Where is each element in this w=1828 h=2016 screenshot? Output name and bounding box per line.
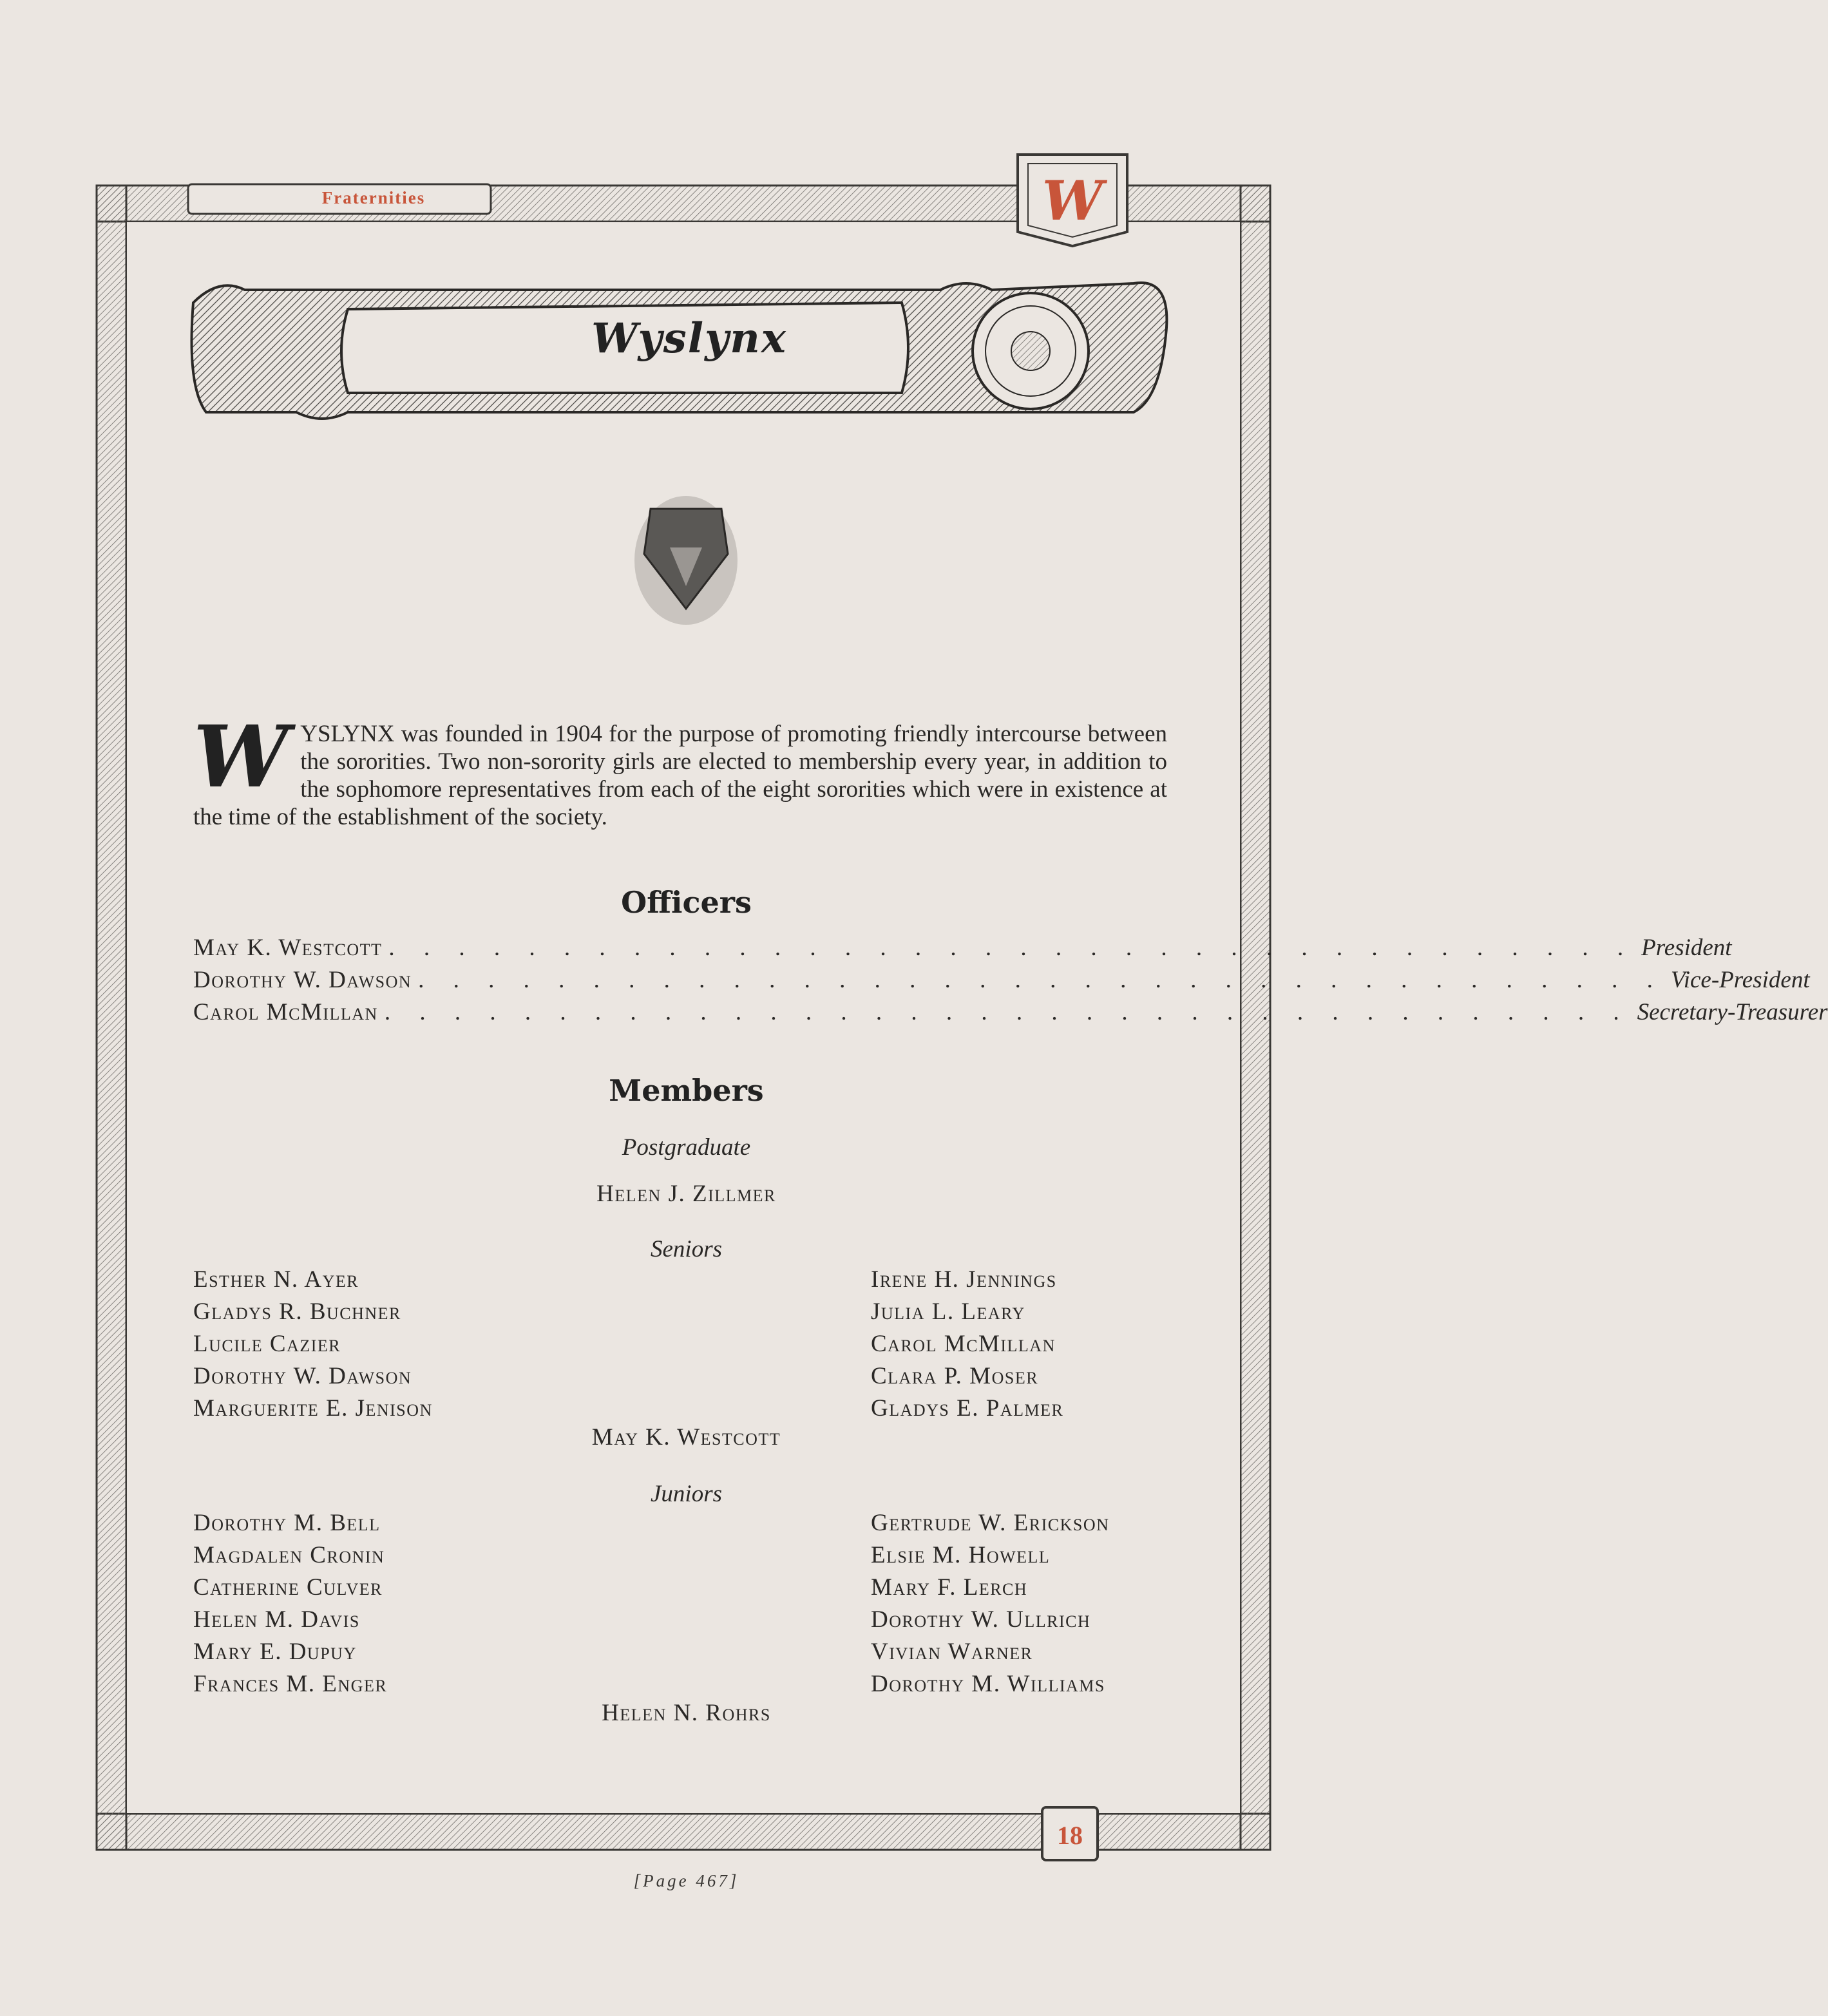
juniors-left-column — [193, 1507, 387, 1700]
officers-heading: Officers — [621, 885, 752, 920]
member-name: Gladys E. Palmer — [871, 1395, 1064, 1422]
member-name: Magdalen Cronin — [193, 1542, 385, 1568]
officer-row — [193, 966, 1810, 998]
juniors-right-column — [871, 1507, 1109, 1700]
leader-dots: . . . . . . . . . . . . . . . . . . . . . . . . . . . . . . . . . . . . — [418, 967, 1664, 993]
leader-dots: . . . . . . . . . . . . . . . . . . . . . . . . . . . . . . . . . . . . — [384, 999, 1631, 1025]
members-heading: Members — [609, 1073, 764, 1108]
member-name: Dorothy W. Dawson — [193, 1363, 412, 1389]
page-footer: [Page 467] — [633, 1871, 739, 1890]
badge-number: 18 — [1057, 1821, 1083, 1850]
member-name: Gladys R. Buchner — [193, 1298, 401, 1325]
officer-role: Vice-President — [1670, 967, 1810, 993]
seniors-center-name: May K. Westcott — [591, 1424, 781, 1450]
member-name: Esther N. Ayer — [193, 1266, 359, 1293]
member-name: Julia L. Leary — [871, 1298, 1025, 1325]
officer-row — [193, 934, 1732, 966]
officer-role: President — [1641, 935, 1732, 961]
drop-cap: W — [193, 707, 289, 807]
intro-paragraph — [193, 707, 1167, 831]
leader-dots: . . . . . . . . . . . . . . . . . . . . . . . . . . . . . . . . . . . . — [388, 935, 1635, 961]
member-name: Marguerite E. Jenison — [193, 1395, 433, 1422]
seniors-right-column — [871, 1264, 1063, 1425]
member-name: Gertrude W. Erickson — [871, 1510, 1110, 1536]
juniors-label: Juniors — [651, 1481, 722, 1507]
seniors-label: Seniors — [651, 1236, 722, 1262]
section-label: Fraternities — [321, 188, 426, 207]
member-name: Frances M. Enger — [193, 1671, 388, 1697]
member-name: Clara P. Moser — [871, 1363, 1039, 1389]
member-name: Dorothy M. Williams — [871, 1671, 1105, 1697]
postgraduate-name: Helen J. Zillmer — [596, 1181, 776, 1207]
member-name: Helen M. Davis — [193, 1606, 360, 1633]
seniors-left-column — [193, 1264, 433, 1425]
member-name: Irene H. Jennings — [871, 1266, 1057, 1293]
officer-name: May K. Westcott — [193, 935, 383, 961]
officer-name: Dorothy W. Dawson — [193, 967, 412, 993]
member-name: Mary E. Dupuy — [193, 1639, 357, 1665]
member-name: Lucile Cazier — [193, 1331, 341, 1357]
officer-name: Carol McMillan — [193, 999, 378, 1025]
intro-text: YSLYNX was founded in 1904 for the purpose of promoting friendly intercourse between the sororities. Two non-sorority girls are elected to membership every year, in addition to the sophomore representatives from each of the eight sororities which were in existence at the time of the establishment of the society. — [193, 721, 1167, 830]
member-name: Carol McMillan — [871, 1331, 1056, 1357]
juniors-center-name: Helen N. Rohrs — [602, 1700, 771, 1726]
postgraduate-label: Postgraduate — [622, 1134, 751, 1161]
member-name: Elsie M. Howell — [871, 1542, 1051, 1568]
page-title: Wyslynx — [591, 314, 787, 363]
officer-row — [193, 998, 1828, 1031]
officer-role: Secretary-Treasurer — [1637, 999, 1828, 1025]
member-name: Vivian Warner — [871, 1639, 1033, 1665]
member-name: Dorothy M. Bell — [193, 1510, 381, 1536]
member-name: Catherine Culver — [193, 1574, 383, 1601]
member-name: Mary F. Lerch — [871, 1574, 1028, 1601]
member-name: Dorothy W. Ullrich — [871, 1606, 1091, 1633]
crest-monogram: W — [1042, 169, 1103, 233]
